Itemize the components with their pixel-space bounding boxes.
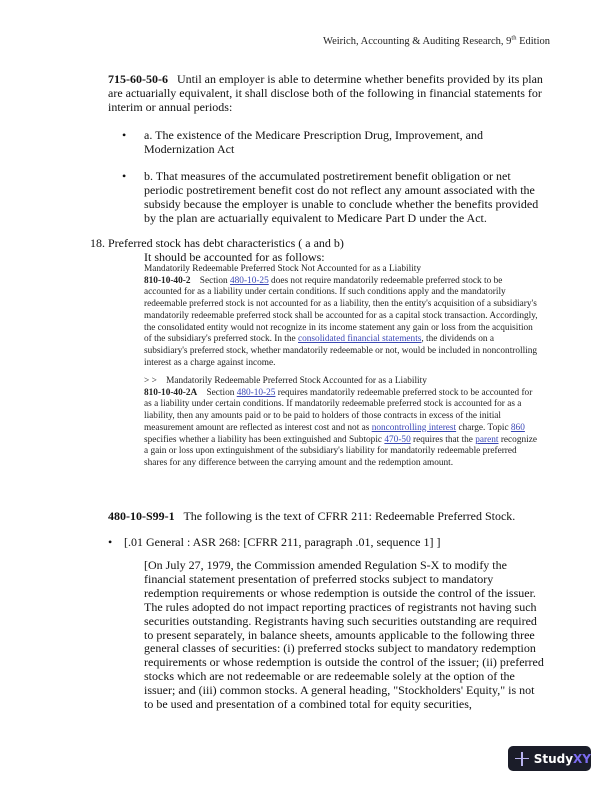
bullet-icon: • xyxy=(108,535,113,549)
header-superscript: th xyxy=(511,34,517,42)
section-code: 715-60-50-6 xyxy=(108,72,168,86)
list-item-text: [.01 General : ASR 268: [CFRR 211, paragraph .01, sequence 1] ] xyxy=(124,535,441,549)
block-body: 810-10-40-2A Section 480-10-25 requires mandatorily redeemable preferred stock to be accounted for as a liability under certain conditions. If mandatorily redeemable preferred stock is accounted for as a liability, then any amounts paid or to be paid to holders of those contracts in excess of the initial measurement amount are reflected as interest cost and not as noncontrolling interest charge. Topic 860 specifies whether a liability has been extinguished and Subtopic 470-50 requires that the parent recognize a gain or loss upon extinguishment of the subsidiary's liability for mandatorily redeemable preferred shares for any difference between the carrying amount and the redemption amount. xyxy=(144,387,537,468)
link-consolidated-financial-statements[interactable]: consolidated financial statements xyxy=(298,334,422,345)
list-item-text: b. That measures of the accumulated postretirement benefit obligation or net periodic postretirement benefit cost do not reflect any amount associated with the subsidy because the employer is unable to conclude whether the benefits provided by the plan are actuarially equivalent to Medicare Part D under the Act. xyxy=(144,169,539,225)
marker-icon: > > xyxy=(144,376,157,386)
paragraph-text: Until an employer is able to determine whether benefits provided by its plan are actuarially equivalent, it shall disclose both of the following in financial statements for interim or annual periods: xyxy=(108,72,543,114)
list-item xyxy=(122,170,552,230)
block-heading: Mandatorily Redeemable Preferred Stock Not Accounted for as a Liability xyxy=(144,264,422,274)
link-topic-860[interactable]: 860 xyxy=(510,422,525,433)
list-item xyxy=(122,129,552,159)
link-480-10-25[interactable]: 480-10-25 xyxy=(236,387,276,398)
cfrr-body-text: [On July 27, 1979, the Commission amended Regulation S-X to modify the financial statement presentation of preferred stocks subject to mandatory redemption requirements or whose redemption is outside the control of the issuer. The rules adopted do not impact reporting practices of registrants not having such securities outstanding. Registrants having such securities outstanding are required to present separately, in balance sheets, amounts applicable to the following three general classes of securities: (i) preferred stocks subject to mandatory redemption requirements or whose redemption is outside the control of the issuer; (ii) preferred stocks which are not redeemable or are redeemable solely at the option of the issuer; and (iii) common stocks. A general heading, "Stockholders' Equity," is not to be used and presentation of a combined total for equity securities, xyxy=(144,558,544,712)
answer-block-2 xyxy=(144,376,539,470)
block-heading: > > Mandatorily Redeemable Preferred Stock Accounted for as a Liability xyxy=(144,376,427,386)
link-noncontrolling-interest[interactable]: noncontrolling interest xyxy=(371,422,457,433)
header-text: Weirich, Accounting & Auditing Research, 9 xyxy=(323,36,512,47)
block-body: 810-10-40-2 Section 480-10-25 does not require mandatorily redeemable preferred stock to be accounted for as a liability under certain conditions. If such conditions apply and the mandatorily redeemable preferred stock is not accounted for as a liability, then the entity's acquisition of a subsidiary's mandatorily redeemable preferred stock shall be accounted for as a capital stock transaction. Accordingly, the consolidated entity would not recognize in its income statement any gain or loss from the acquisition of the subsidiary's preferred stock. In the consolidated financial statements, the dividends on a subsidiary's preferred stock, whether mandatorily redeemable or not, would be included in noncontrolling interest as a charge against income. xyxy=(144,275,538,368)
section-code: 480-10-S99-1 xyxy=(108,509,175,523)
list-item-text: a. The existence of the Medicare Prescription Drug, Improvement, and Modernization Act xyxy=(144,128,483,156)
answer-block-1 xyxy=(144,264,539,369)
section-code: 810-10-40-2 xyxy=(144,275,191,286)
bullet-icon: • xyxy=(122,128,127,142)
link-subtopic-470-50[interactable]: 470-50 xyxy=(384,434,411,445)
link-parent[interactable]: parent xyxy=(475,434,499,445)
question-18-intro: It should be accounted for as follows: xyxy=(144,250,325,264)
paragraph-480-10-s99-1 xyxy=(108,509,515,524)
paragraph-text: The following is the text of CFRR 211: Redeemable Preferred Stock. xyxy=(183,509,516,523)
paragraph-715-60-50-6 xyxy=(108,73,554,115)
page-header xyxy=(323,36,550,47)
header-edition: Edition xyxy=(516,36,551,47)
studyxy-badge[interactable] xyxy=(508,746,591,771)
question-18-title: 18. Preferred stock has debt characteristics ( a and b) xyxy=(90,236,344,250)
bullet-icon: • xyxy=(122,169,127,183)
brand-accent: XY xyxy=(573,751,591,766)
section-code: 810-10-40-2A xyxy=(144,387,198,398)
plus-icon xyxy=(515,752,529,766)
brand-name: Study xyxy=(533,751,574,766)
link-480-10-25[interactable]: 480-10-25 xyxy=(230,275,269,286)
